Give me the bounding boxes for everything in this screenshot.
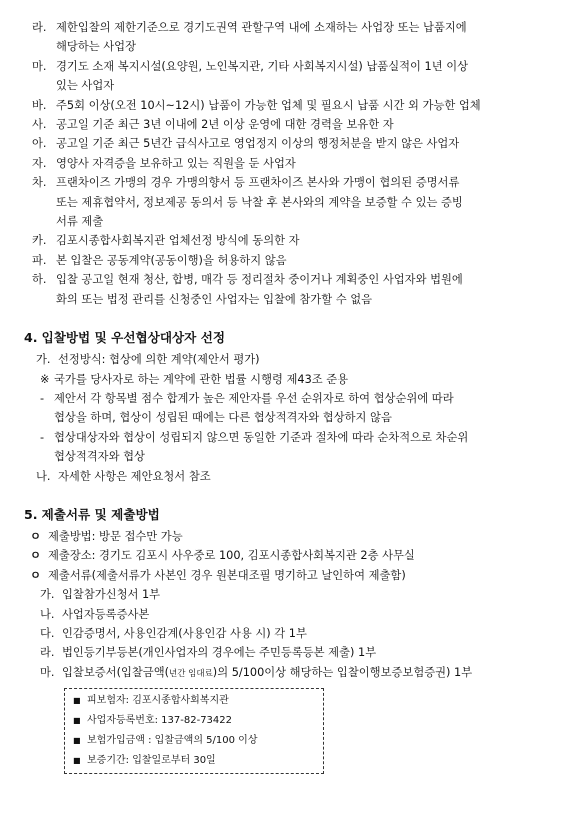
item-text: 법인등기부등본(개인사업자의 경우에는 주민등록등본 제출) 1부 (62, 646, 377, 660)
guarantee-text-post: )의 5/100이상 해당하는 입찰이행보증보험증권) 1부 (212, 665, 473, 679)
eligibility-item (24, 154, 554, 173)
box-text: 보증기간: 입찰일로부터 30일 (87, 755, 216, 767)
item-marker: 마. (32, 59, 47, 73)
eligibility-list (24, 18, 554, 309)
box-line (73, 711, 315, 731)
item-text-cont: 또는 제휴협약서, 정보제공 동의서 등 낙찰 후 본사와의 계약을 보증할 수 있는 증빙 (56, 195, 463, 209)
box-text: 피보험자: 김포시종합사회복지관 (87, 695, 229, 707)
item-marker: 바. (32, 98, 47, 112)
item-marker: 나. (36, 469, 51, 483)
eligibility-item (24, 270, 554, 289)
circle-bullet: ㅇ (30, 568, 41, 582)
section-title: 입찰방법 및 우선협상대상자 선정 (41, 330, 226, 346)
item-text: 입찰참가신청서 1부 (62, 588, 161, 602)
dash-text-cont: 협상적격자와 협상 (54, 450, 145, 464)
section-5-body (24, 527, 554, 774)
item-text: 프랜차이즈 가맹의 경우 가맹의향서 등 프랜차이즈 본사와 가맹이 협의된 증명서류 (56, 176, 460, 190)
item-marker: 가. (40, 588, 55, 602)
item-marker: 나. (40, 607, 55, 621)
bullet-item (24, 527, 554, 546)
dash-item (24, 389, 554, 408)
item-marker: 파. (32, 253, 47, 267)
bullet-text: 제출방법: 방문 접수만 가능 (48, 529, 183, 543)
eligibility-item (24, 173, 554, 192)
item-text: 주5회 이상(오전 10시~12시) 납품이 가능한 업체 및 필요시 납품 시간 외 가능한 업체 (56, 98, 481, 112)
circle-bullet: ㅇ (30, 549, 41, 563)
item-marker: 하. (32, 273, 47, 287)
dash-item (24, 428, 554, 447)
item-text: 공고일 기준 최근 5년간 급식사고로 영업정지 이상의 행정처분을 받지 않은 사업자 (56, 137, 460, 151)
item-text-cont: 서류 제출 (56, 215, 104, 229)
item-marker: 마. (40, 665, 55, 679)
item-text: 김포시종합사회복지관 업체선정 방식에 동의한 자 (56, 234, 300, 248)
item-text-cont: 있는 사업자 (56, 79, 115, 93)
section-number: 5. (24, 506, 38, 522)
item-text: 자세한 사항은 제안요청서 참조 (58, 469, 211, 483)
item-marker: 카. (32, 234, 47, 248)
item-text-cont: 해당하는 사업장 (56, 40, 136, 54)
box-line (73, 691, 315, 711)
document-item (24, 585, 554, 604)
eligibility-item (24, 251, 554, 270)
legal-note (24, 370, 554, 389)
document-item (24, 605, 554, 624)
square-bullet-icon: ■ (73, 736, 81, 746)
item-text: 인감증명서, 사용인감계(사용인감 사용 시) 각 1부 (62, 626, 307, 640)
guarantee-text-pre: 입찰보증서(입찰금액( (62, 665, 170, 679)
item-marker: 자. (32, 156, 47, 170)
dash-text-cont: 협상을 하며, 협상이 성립된 때에는 다른 협상적격자와 협상하지 않음 (54, 411, 392, 425)
item-text: 본 입찰은 공동계약(공동이행)을 허용하지 않음 (56, 253, 287, 267)
item-text: 영양사 자격증을 보유하고 있는 직원을 둔 사업자 (56, 156, 296, 170)
item-text: 공고일 기준 최근 3년 이내에 2년 이상 운영에 대한 경력을 보유한 자 (56, 118, 394, 132)
eligibility-item (24, 96, 554, 115)
note-marker: ※ (40, 372, 50, 386)
dash-text: 협상대상자와 협상이 성립되지 않으면 동일한 기준과 절차에 따라 순차적으로 차순위 (54, 430, 469, 444)
section-5-heading (24, 504, 554, 523)
section-title: 제출서류 및 제출방법 (41, 506, 160, 522)
detail-reference (24, 467, 554, 486)
item-text: 경기도 소재 복지시설(요양원, 노인복지관, 기타 사회복지시설) 납품실적이 1년 이상 (56, 59, 469, 73)
square-bullet-icon: ■ (73, 756, 81, 766)
section-4-body (24, 350, 554, 486)
document-item-guarantee (24, 663, 554, 684)
item-marker: 사. (32, 118, 47, 132)
bullet-text: 제출서류(제출서류가 사본인 경우 원본대조필 명기하고 날인하여 제출함) (48, 568, 406, 582)
document-item (24, 643, 554, 662)
item-text-cont: 화의 또는 법정 관리를 신청중인 사업자는 입찰에 참가할 수 없음 (56, 292, 373, 306)
box-line (73, 751, 315, 771)
eligibility-item (24, 134, 554, 153)
eligibility-item (24, 115, 554, 134)
dash-text: 제안서 각 항목별 점수 합계가 높은 제안자를 우선 순위자로 하여 협상순위에 따라 (54, 391, 454, 405)
eligibility-item (24, 57, 554, 76)
square-bullet-icon: ■ (73, 716, 81, 726)
item-marker: 아. (32, 137, 47, 151)
box-text: 보험가입금액 : 입찰금액의 5/100 이상 (87, 735, 258, 747)
dash-marker: - (40, 391, 45, 405)
bullet-item (24, 566, 554, 585)
item-marker: 차. (32, 176, 47, 190)
item-marker: 가. (36, 353, 51, 367)
dash-marker: - (40, 430, 45, 444)
document-item (24, 624, 554, 643)
item-text: 입찰 공고일 현재 청산, 합병, 매각 등 정리절차 중이거나 계획중인 사업자와 법원에 (56, 273, 463, 287)
section-4-heading (24, 327, 554, 346)
item-text (62, 663, 554, 684)
bullet-item (24, 546, 554, 565)
circle-bullet: ㅇ (30, 529, 41, 543)
box-line (73, 731, 315, 751)
square-bullet-icon: ■ (73, 696, 81, 706)
item-text: 사업자등록증사본 (62, 607, 150, 621)
item-marker: 라. (40, 646, 55, 660)
bullet-text: 제출장소: 경기도 김포시 사우중로 100, 김포시종합사회복지관 2층 사무실 (48, 549, 415, 563)
eligibility-item (24, 18, 554, 37)
guarantee-text-small: 년간 임대료 (169, 668, 213, 679)
item-marker: 라. (32, 21, 47, 34)
item-text: 선정방식: 협상에 의한 계약(제안서 평가) (58, 353, 260, 367)
item-text: 제한입찰의 제한기준으로 경기도권역 관할구역 내에 소재하는 사업장 또는 납품지에 (56, 21, 467, 34)
guarantee-details-box (64, 688, 324, 774)
section-number: 4. (24, 330, 38, 346)
selection-method (24, 350, 554, 369)
eligibility-item (24, 231, 554, 250)
box-text: 사업자등록번호: 137-82-73422 (87, 715, 233, 727)
note-text: 국가를 당사자로 하는 계약에 관한 법률 시행령 제43조 준용 (54, 372, 349, 386)
item-marker: 다. (40, 626, 55, 640)
